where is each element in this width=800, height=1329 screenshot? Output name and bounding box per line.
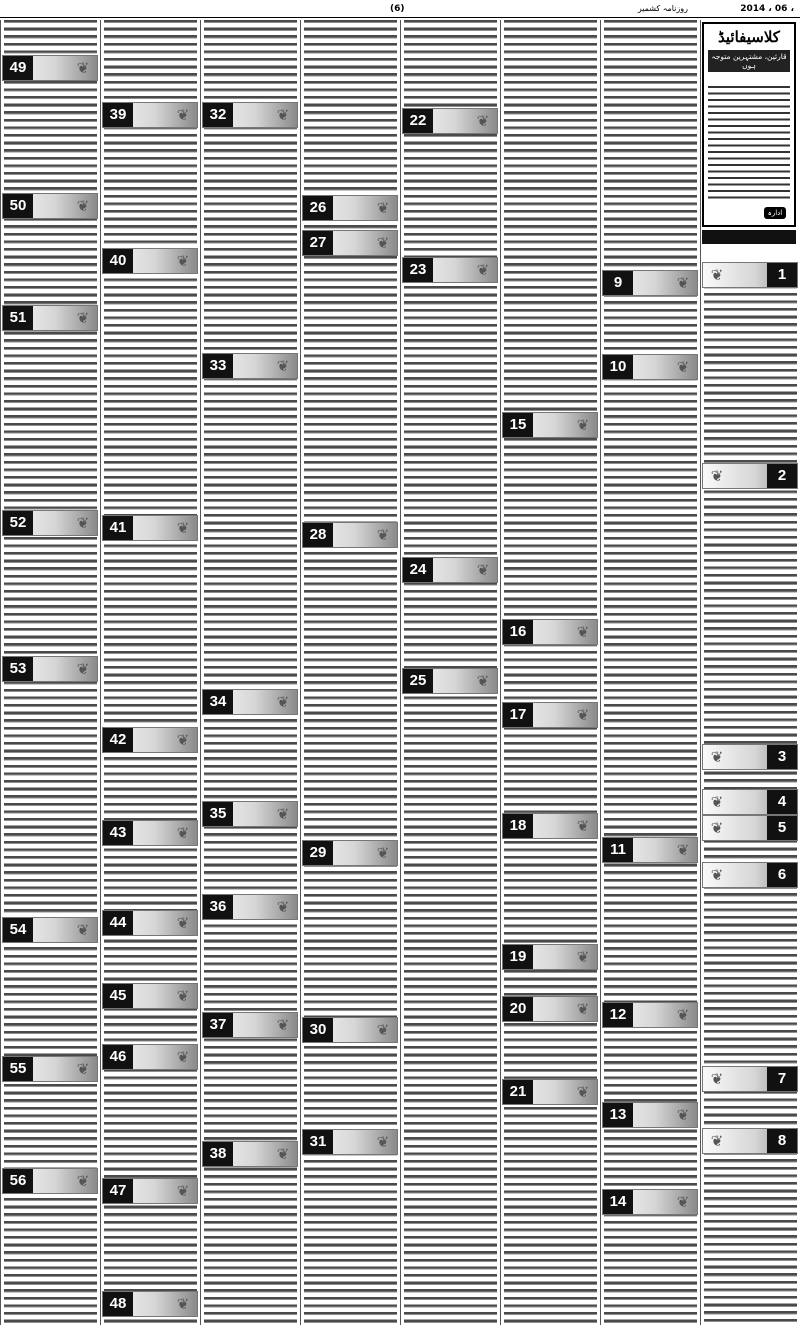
ad-header (2, 305, 98, 331)
ad-header (2, 917, 98, 943)
ad-number: 52 (3, 511, 33, 535)
leaf-ornament-icon: ❦ (376, 526, 390, 544)
leaf-ornament-icon: ❦ (676, 841, 690, 859)
ad-number: 21 (503, 1080, 533, 1104)
ad-header (2, 656, 98, 682)
leaf-ornament-icon: ❦ (276, 693, 290, 711)
column-text (604, 20, 697, 1325)
ad-header (702, 862, 798, 888)
leaf-ornament-icon: ❦ (376, 1021, 390, 1039)
ad-number: 2 (767, 464, 797, 488)
leaf-ornament-icon: ❦ (710, 1132, 724, 1150)
leaf-ornament-icon: ❦ (176, 1295, 190, 1313)
ad-header (702, 262, 798, 288)
ad-header (502, 412, 598, 438)
leaf-ornament-icon: ❦ (76, 1172, 90, 1190)
ad-header (502, 1079, 598, 1105)
ad-number: 47 (103, 1179, 133, 1203)
leaf-ornament-icon: ❦ (476, 672, 490, 690)
ad-number: 9 (603, 271, 633, 295)
ad-header (502, 996, 598, 1022)
ad-number: 3 (767, 745, 797, 769)
ad-number: 46 (103, 1045, 133, 1069)
leaf-ornament-icon: ❦ (176, 1048, 190, 1066)
ad-header (302, 522, 398, 548)
ad-header (302, 1129, 398, 1155)
ad-number: 26 (303, 196, 333, 220)
ad-number: 4 (767, 790, 797, 814)
ad-header (502, 944, 598, 970)
ad-number: 44 (103, 911, 133, 935)
ad-number: 36 (203, 895, 233, 919)
ad-number: 32 (203, 103, 233, 127)
ad-number: 55 (3, 1057, 33, 1081)
leaf-ornament-icon: ❦ (710, 467, 724, 485)
ad-number: 38 (203, 1142, 233, 1166)
ad-header (202, 689, 298, 715)
ad-number: 51 (3, 306, 33, 330)
ad-number: 45 (103, 984, 133, 1008)
ad-number: 17 (503, 703, 533, 727)
ad-number: 14 (603, 1190, 633, 1214)
ad-header (302, 230, 398, 256)
leaf-ornament-icon: ❦ (176, 519, 190, 537)
ad-header (102, 1178, 198, 1204)
classified-title: کلاسیفائیڈ (718, 28, 780, 46)
ad-header (302, 195, 398, 221)
ad-header (402, 108, 498, 134)
ad-header (202, 894, 298, 920)
ad-number: 16 (503, 620, 533, 644)
leaf-ornament-icon: ❦ (476, 561, 490, 579)
leaf-ornament-icon: ❦ (276, 1145, 290, 1163)
ad-header (102, 248, 198, 274)
leaf-ornament-icon: ❦ (676, 1106, 690, 1124)
leaf-ornament-icon: ❦ (76, 59, 90, 77)
ad-header (702, 463, 798, 489)
ad-number: 54 (3, 918, 33, 942)
leaf-ornament-icon: ❦ (376, 844, 390, 862)
leaf-ornament-icon: ❦ (710, 866, 724, 884)
classified-subtitle: قارئین، مشتہرین متوجہ ہوں (708, 50, 790, 72)
ad-number: 48 (103, 1292, 133, 1316)
leaf-ornament-icon: ❦ (476, 112, 490, 130)
ad-number: 40 (103, 249, 133, 273)
leaf-ornament-icon: ❦ (676, 274, 690, 292)
leaf-ornament-icon: ❦ (710, 819, 724, 837)
leaf-ornament-icon: ❦ (576, 706, 590, 724)
leaf-ornament-icon: ❦ (576, 623, 590, 641)
section-caption-bar (702, 230, 796, 244)
idara-stamp: ادارہ (764, 207, 786, 219)
ad-header (102, 983, 198, 1009)
ad-header (202, 1141, 298, 1167)
classified-body (708, 86, 790, 201)
leaf-ornament-icon: ❦ (76, 1060, 90, 1078)
ad-number: 19 (503, 945, 533, 969)
ad-header (2, 510, 98, 536)
column-3 (500, 20, 600, 1325)
leaf-ornament-icon: ❦ (176, 106, 190, 124)
column-text (504, 20, 597, 1325)
leaf-ornament-icon: ❦ (276, 805, 290, 823)
ad-number: 27 (303, 231, 333, 255)
leaf-ornament-icon: ❦ (576, 1000, 590, 1018)
ad-header (502, 813, 598, 839)
column-6 (200, 20, 300, 1325)
ad-header (502, 619, 598, 645)
leaf-ornament-icon: ❦ (710, 1070, 724, 1088)
ad-number: 41 (103, 516, 133, 540)
ad-number: 33 (203, 354, 233, 378)
ad-header (402, 668, 498, 694)
column-7 (100, 20, 200, 1325)
leaf-ornament-icon: ❦ (176, 731, 190, 749)
ad-number: 7 (767, 1067, 797, 1091)
ad-number: 53 (3, 657, 33, 681)
ad-number: 24 (403, 558, 433, 582)
page-header-bar (0, 0, 800, 18)
leaf-ornament-icon: ❦ (76, 514, 90, 532)
leaf-ornament-icon: ❦ (576, 817, 590, 835)
leaf-ornament-icon: ❦ (710, 793, 724, 811)
ad-number: 11 (603, 838, 633, 862)
ad-header (702, 1128, 798, 1154)
ad-header (402, 557, 498, 583)
ad-header (602, 1102, 698, 1128)
leaf-ornament-icon: ❦ (576, 948, 590, 966)
leaf-ornament-icon: ❦ (76, 309, 90, 327)
ad-header (702, 789, 798, 815)
ad-number: 29 (303, 841, 333, 865)
ad-header (202, 102, 298, 128)
leaf-ornament-icon: ❦ (176, 252, 190, 270)
ad-header (202, 801, 298, 827)
ad-header (302, 840, 398, 866)
leaf-ornament-icon: ❦ (676, 1193, 690, 1211)
ad-header (102, 727, 198, 753)
leaf-ornament-icon: ❦ (676, 1006, 690, 1024)
ad-number: 1 (767, 263, 797, 287)
ad-number: 23 (403, 258, 433, 282)
ad-header (202, 353, 298, 379)
ad-number: 30 (303, 1018, 333, 1042)
ad-number: 5 (767, 816, 797, 840)
ad-number: 42 (103, 728, 133, 752)
ad-number: 37 (203, 1013, 233, 1037)
leaf-ornament-icon: ❦ (176, 1182, 190, 1200)
ad-number: 20 (503, 997, 533, 1021)
ad-number: 31 (303, 1130, 333, 1154)
leaf-ornament-icon: ❦ (276, 898, 290, 916)
ad-number: 49 (3, 56, 33, 80)
ad-header (2, 1056, 98, 1082)
leaf-ornament-icon: ❦ (376, 199, 390, 217)
ad-header (102, 515, 198, 541)
issue-date: 2014 ، 06 ، (740, 4, 794, 14)
ad-header (102, 102, 198, 128)
ad-number: 25 (403, 669, 433, 693)
leaf-ornament-icon: ❦ (76, 197, 90, 215)
ad-number: 15 (503, 413, 533, 437)
leaf-ornament-icon: ❦ (710, 266, 724, 284)
leaf-ornament-icon: ❦ (176, 987, 190, 1005)
ad-number: 12 (603, 1003, 633, 1027)
ad-number: 8 (767, 1129, 797, 1153)
ad-header (2, 193, 98, 219)
ad-header (2, 1168, 98, 1194)
ad-header (402, 257, 498, 283)
column-text (104, 20, 197, 1325)
ad-header (702, 744, 798, 770)
column-text (204, 20, 297, 1325)
leaf-ornament-icon: ❦ (276, 1016, 290, 1034)
leaf-ornament-icon: ❦ (276, 106, 290, 124)
ad-number: 10 (603, 355, 633, 379)
ad-header (602, 837, 698, 863)
ad-number: 28 (303, 523, 333, 547)
ad-header (602, 1189, 698, 1215)
ad-header (602, 1002, 698, 1028)
newspaper-name: روزنامہ کشمیر (637, 4, 688, 13)
ad-number: 18 (503, 814, 533, 838)
ad-number: 39 (103, 103, 133, 127)
leaf-ornament-icon: ❦ (176, 914, 190, 932)
leaf-ornament-icon: ❦ (576, 1083, 590, 1101)
leaf-ornament-icon: ❦ (76, 921, 90, 939)
leaf-ornament-icon: ❦ (276, 357, 290, 375)
ad-header (602, 354, 698, 380)
ad-header (202, 1012, 298, 1038)
ad-header (102, 1291, 198, 1317)
leaf-ornament-icon: ❦ (176, 824, 190, 842)
ad-number: 6 (767, 863, 797, 887)
ad-header (702, 815, 798, 841)
leaf-ornament-icon: ❦ (710, 748, 724, 766)
ad-number: 43 (103, 821, 133, 845)
page-number: (6) (390, 4, 405, 14)
classified-box (702, 22, 796, 227)
ad-header (702, 1066, 798, 1092)
leaf-ornament-icon: ❦ (376, 1133, 390, 1151)
ad-number: 13 (603, 1103, 633, 1127)
ad-header (602, 270, 698, 296)
ad-number: 34 (203, 690, 233, 714)
leaf-ornament-icon: ❦ (76, 660, 90, 678)
ad-number: 22 (403, 109, 433, 133)
leaf-ornament-icon: ❦ (676, 358, 690, 376)
column-2 (600, 20, 700, 1325)
leaf-ornament-icon: ❦ (576, 416, 590, 434)
ad-number: 50 (3, 194, 33, 218)
ad-header (102, 910, 198, 936)
leaf-ornament-icon: ❦ (376, 234, 390, 252)
ad-header (2, 55, 98, 81)
ad-number: 56 (3, 1169, 33, 1193)
ad-header (102, 1044, 198, 1070)
ad-number: 35 (203, 802, 233, 826)
ad-header (102, 820, 198, 846)
ad-header (302, 1017, 398, 1043)
ad-header (502, 702, 598, 728)
leaf-ornament-icon: ❦ (476, 261, 490, 279)
